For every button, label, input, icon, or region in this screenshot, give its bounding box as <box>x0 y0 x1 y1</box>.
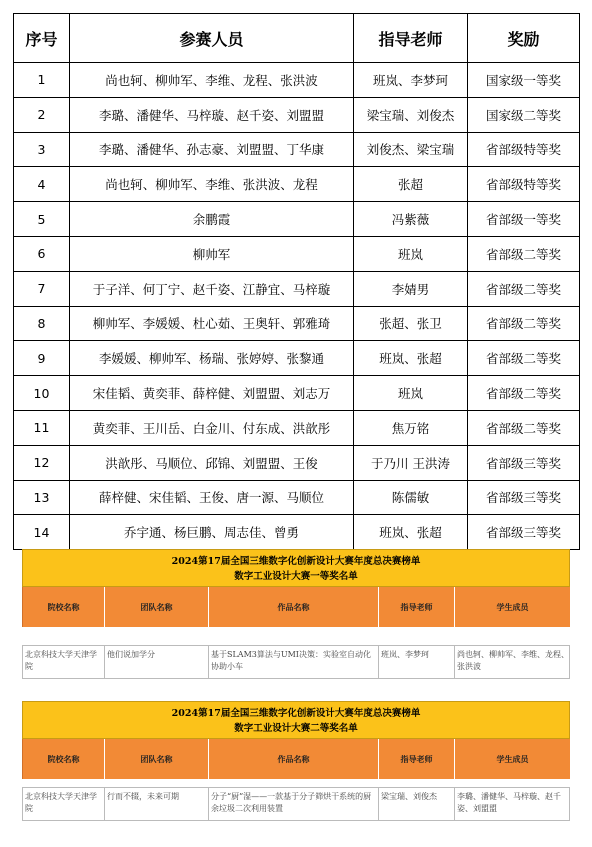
cell-participants: 尚也轲、柳帅军、李维、张洪波、龙程 <box>70 167 354 202</box>
cell-advisors: 班岚、李梦珂 <box>354 63 468 98</box>
cell-award: 省部级三等奖 <box>468 480 580 515</box>
banner-title-line1: 2024第17届全国三维数字化创新设计大赛年度总决赛榜单 <box>171 556 421 567</box>
cell-award: 省部级二等奖 <box>468 271 580 306</box>
table-row <box>14 515 580 550</box>
banner-cell-advisor: 梁宝瑞、刘俊杰 <box>379 788 455 820</box>
award-table <box>13 13 580 550</box>
banner-title <box>22 701 570 739</box>
banner-header-school: 院校名称 <box>23 739 105 779</box>
cell-participants: 柳帅军 <box>70 236 354 271</box>
banner-header-members: 学生成员 <box>455 739 571 779</box>
cell-advisors: 于乃川 王洪涛 <box>354 445 468 480</box>
banner-header-advisor: 指导老师 <box>379 739 455 779</box>
cell-index: 5 <box>14 202 70 237</box>
award-table-body <box>14 63 580 550</box>
cell-award: 国家级一等奖 <box>468 63 580 98</box>
banner-cell-advisor: 班岚、李梦珂 <box>379 646 455 678</box>
header-participants: 参赛人员 <box>70 14 354 63</box>
cell-advisors: 刘俊杰、梁宝瑞 <box>354 132 468 167</box>
table-row <box>14 167 580 202</box>
banner-header-school: 院校名称 <box>23 587 105 627</box>
cell-index: 12 <box>14 445 70 480</box>
cell-participants: 李璐、潘健华、孙志豪、刘盟盟、丁华康 <box>70 132 354 167</box>
cell-participants: 宋佳韬、黄奕菲、薛梓健、刘盟盟、刘志万 <box>70 376 354 411</box>
banner-cell-members: 尚也轲、柳帅军、李维、龙程、张洪波 <box>457 650 569 671</box>
cell-advisors: 张超、张卫 <box>354 306 468 341</box>
header-award: 奖励 <box>468 14 580 63</box>
cell-award: 省部级特等奖 <box>468 132 580 167</box>
cell-advisors: 陈儒敏 <box>354 480 468 515</box>
table-row <box>14 202 580 237</box>
banner-title-line2: 数字工业设计大赛二等奖名单 <box>234 723 358 734</box>
cell-award: 省部级二等奖 <box>468 410 580 445</box>
cell-participants: 李璐、潘健华、马梓璇、赵千姿、刘盟盟 <box>70 97 354 132</box>
award-table-header <box>14 14 580 63</box>
table-row <box>14 480 580 515</box>
cell-advisors: 李婧男 <box>354 271 468 306</box>
cell-index: 4 <box>14 167 70 202</box>
second-prize-banner <box>22 701 570 821</box>
banner-header-members: 学生成员 <box>455 587 571 627</box>
cell-award: 省部级三等奖 <box>468 445 580 480</box>
cell-participants: 黄奕菲、王川岳、白金川、付东成、洪歆彤 <box>70 410 354 445</box>
banner-header-team: 团队名称 <box>105 739 209 779</box>
cell-index: 13 <box>14 480 70 515</box>
table-row <box>14 306 580 341</box>
cell-index: 6 <box>14 236 70 271</box>
cell-award: 省部级三等奖 <box>468 515 580 550</box>
table-row <box>14 410 580 445</box>
cell-award: 省部级特等奖 <box>468 167 580 202</box>
cell-index: 1 <box>14 63 70 98</box>
cell-participants: 尚也轲、柳帅军、李维、龙程、张洪波 <box>70 63 354 98</box>
cell-advisors: 班岚、张超 <box>354 341 468 376</box>
cell-index: 2 <box>14 97 70 132</box>
table-row <box>14 271 580 306</box>
banner-title-line1: 2024第17届全国三维数字化创新设计大赛年度总决赛榜单 <box>171 708 421 719</box>
cell-advisors: 班岚 <box>354 236 468 271</box>
table-row <box>14 132 580 167</box>
cell-index: 8 <box>14 306 70 341</box>
banner-cell-members: 李璐、潘健华、马梓璇、赵千姿、刘盟盟 <box>457 792 561 813</box>
cell-award: 省部级一等奖 <box>468 202 580 237</box>
banner-cell-team: 他们说加学分 <box>105 646 209 678</box>
banner-cell-work: 分子“厨”湿——一款基于分子筛烘干系统的厨余垃圾二次利用装置 <box>209 788 379 820</box>
header-index: 序号 <box>14 14 70 63</box>
cell-award: 国家级二等奖 <box>468 97 580 132</box>
cell-index: 9 <box>14 341 70 376</box>
cell-award: 省部级二等奖 <box>468 376 580 411</box>
header-advisors: 指导老师 <box>354 14 468 63</box>
cell-advisors: 焦万铭 <box>354 410 468 445</box>
banner-header-advisor: 指导老师 <box>379 587 455 627</box>
cell-participants: 于子洋、何丁宁、赵千姿、江静宜、马梓璇 <box>70 271 354 306</box>
banner-cell-school: 北京科技大学天津学院 <box>23 788 105 820</box>
banner-cell-school: 北京科技大学天津学院 <box>23 646 105 678</box>
cell-participants: 李媛媛、柳帅军、杨瑞、张婷婷、张黎通 <box>70 341 354 376</box>
cell-index: 10 <box>14 376 70 411</box>
table-row <box>14 63 580 98</box>
cell-award: 省部级二等奖 <box>468 341 580 376</box>
banner-header-team: 团队名称 <box>105 587 209 627</box>
cell-participants: 柳帅军、李媛媛、杜心茹、王奥轩、郭雅琦 <box>70 306 354 341</box>
cell-index: 3 <box>14 132 70 167</box>
table-row <box>14 97 580 132</box>
cell-index: 7 <box>14 271 70 306</box>
banner-header-row <box>22 587 570 627</box>
banner-title-line2: 数字工业设计大赛一等奖名单 <box>234 571 358 582</box>
cell-award: 省部级二等奖 <box>468 236 580 271</box>
table-row <box>14 341 580 376</box>
cell-participants: 洪歆彤、马顺位、邱锦、刘盟盟、王俊 <box>70 445 354 480</box>
cell-index: 14 <box>14 515 70 550</box>
cell-advisors: 班岚、张超 <box>354 515 468 550</box>
cell-index: 11 <box>14 410 70 445</box>
banner-cell-team: 行而不辍，未来可期 <box>105 788 209 820</box>
banner-header-row <box>22 739 570 779</box>
table-row <box>14 376 580 411</box>
cell-participants: 余鹏霞 <box>70 202 354 237</box>
cell-advisors: 冯紫薇 <box>354 202 468 237</box>
cell-advisors: 班岚 <box>354 376 468 411</box>
banner-data-row <box>22 645 570 679</box>
table-row <box>14 445 580 480</box>
banner-title <box>22 549 570 587</box>
table-row <box>14 236 580 271</box>
cell-advisors: 梁宝瑞、刘俊杰 <box>354 97 468 132</box>
banner-header-work: 作品名称 <box>209 739 379 779</box>
cell-advisors: 张超 <box>354 167 468 202</box>
banner-header-work: 作品名称 <box>209 587 379 627</box>
first-prize-banner <box>22 549 570 679</box>
cell-participants: 薛梓健、宋佳韬、王俊、唐一源、马顺位 <box>70 480 354 515</box>
cell-award: 省部级二等奖 <box>468 306 580 341</box>
banner-data-row <box>22 787 570 821</box>
banner-cell-work: 基于SLAM3算法与UMI决策：实验室自动化协助小车 <box>209 646 379 678</box>
cell-participants: 乔宇通、杨巨鹏、周志佳、曾勇 <box>70 515 354 550</box>
